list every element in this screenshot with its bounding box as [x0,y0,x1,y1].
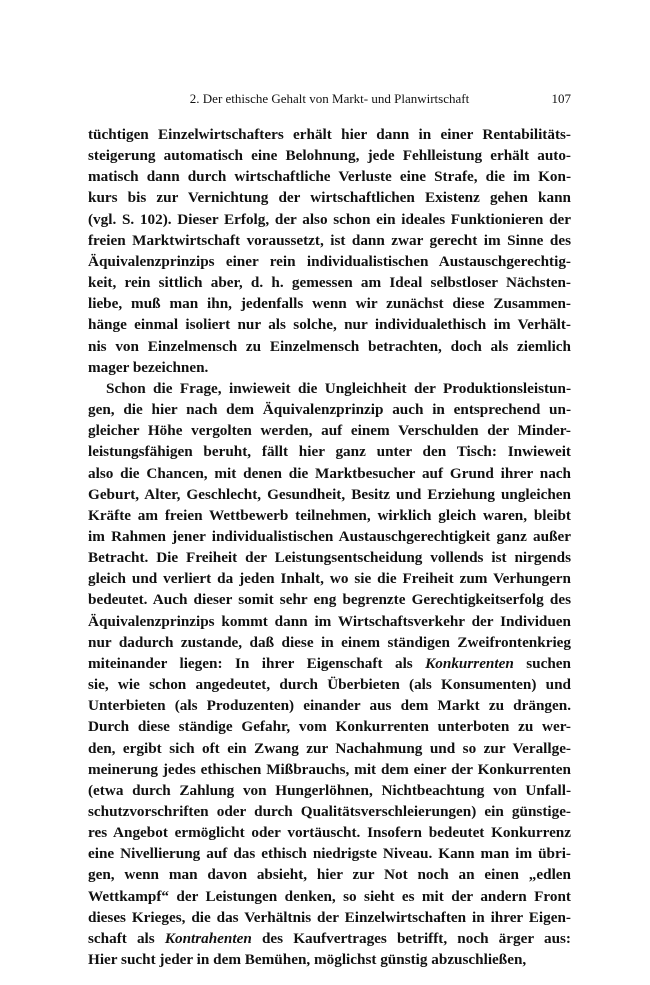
text-line [88,187,571,208]
paragraph [88,378,571,970]
text-line [88,928,571,949]
text-line [88,822,571,843]
text-segment: bedeutet. Auch dieser somit sehr eng begrenzte Gerechtigkeitserfolg des [88,591,571,609]
text-segment: nur dadurch zustande, daß diese in einem ständigen Zweifrontenkrieg [88,633,571,651]
text-line [88,272,571,293]
text-segment: gen, wenn man davon absieht, hier zur Not noch an einen „edlen [88,866,571,884]
text-segment: gleicher Höhe vergolten werden, auf einem Verschulden der Minder- [88,422,571,440]
text-line [88,907,571,928]
text-segment: kurs bis zur Vernichtung der wirtschaftlichen Existenz gehen kann [88,189,571,207]
text-line [88,251,571,272]
text-segment: Wettkampf“ der Leistungen denken, so sieht es mit der andern Front [88,887,571,905]
text-line [88,314,571,335]
text-line [88,378,571,399]
page-header [88,91,571,109]
text-segment: Schon die Frage, inwieweit die Ungleichheit der Produktionsleistun- [106,379,571,397]
text-line [88,949,571,970]
text-line [88,484,571,505]
text-segment: keit, rein sittlich aber, d. h. gemessen am Ideal selbstloser Nächsten- [88,274,571,292]
emphasized-term: Konkurrenten [425,654,514,672]
text-line [88,589,571,610]
text-segment: also die Chancen, mit denen die Marktbesucher auf Grund ihrer nach [88,464,571,482]
text-line [88,526,571,547]
text-line [88,209,571,230]
text-segment: mager bezeichnen. [88,358,209,376]
text-line [88,568,571,589]
text-line [88,399,571,420]
text-segment: miteinander liegen: In ihrer Eigenschaft als [88,654,426,672]
paragraph [88,124,571,378]
text-line [88,611,571,632]
text-segment: nis von Einzelmensch zu Einzelmensch betrachten, doch als ziemlich [88,337,571,355]
text-segment: sie, wie schon angedeutet, durch Überbieten (als Konsumenten) und [88,676,571,694]
text-segment: freien Marktwirtschaft voraussetzt, ist dann zwar gerecht im Sinne des [88,231,571,249]
text-segment: steigerung automatisch eine Belohnung, jede Fehlleistung erhält auto- [88,147,571,165]
text-segment: meinerung jedes ethischen Mißbrauchs, mit dem einer der Konkurrenten [88,760,571,778]
text-line [88,463,571,484]
text-line [88,695,571,716]
text-line [88,632,571,653]
running-head: 2. Der ethische Gehalt von Markt- und Planwirtschaft [189,91,470,106]
text-segment: liebe, muß man ihn, jedenfalls wenn wir zunächst diese Zusammen- [88,295,571,313]
text-line [88,505,571,526]
text-line [88,230,571,251]
text-line [88,357,571,378]
text-line [88,420,571,441]
text-line [88,124,571,145]
text-line [88,801,571,822]
text-segment: Durch diese ständige Gefahr, vom Konkurrenten unterboten zu wer- [88,718,571,736]
text-segment: den, ergibt sich oft ein Zwang zur Nachahmung und so zur Verallge- [88,739,571,757]
text-line [88,293,571,314]
text-line [88,780,571,801]
text-line [88,547,571,568]
text-segment: suchen [513,654,571,672]
text-line [88,336,571,357]
text-line [88,674,571,695]
text-segment: hänge einmal isoliert nur als solche, nur individualethisch im Verhält- [88,316,571,334]
text-line [88,145,571,166]
text-segment: Unterbieten (als Produzenten) einander aus dem Markt zu drängen. [88,697,571,715]
text-segment: Betracht. Die Freiheit der Leistungsentscheidung vollends ist nirgends [88,549,571,567]
text-line [88,738,571,759]
text-segment: (vgl. S. 102). Dieser Erfolg, der also schon ein ideales Funktionieren der [88,210,571,228]
text-segment: (etwa durch Zahlung von Hungerlöhnen, Nichtbeachtung von Unfall- [88,781,571,799]
text-segment: Hier sucht jeder in dem Bemühen, möglichst günstig abzuschließen, [88,951,527,969]
text-segment: gen, die hier nach dem Äquivalenzprinzip auch in entsprechend un- [88,401,571,419]
text-segment: Geburt, Alter, Geschlecht, Gesundheit, Besitz und Erziehung ungleichen [88,485,571,503]
text-line [88,886,571,907]
text-segment: Kräfte am freien Wettbewerb teilnehmen, wirklich gleich waren, bleibt [88,506,571,524]
text-segment: Äquivalenzprinzips einer rein individualistischen Austauschgerechtig- [88,252,571,270]
text-segment: res Angebot ermöglicht oder vortäuscht. Insofern bedeutet Konkurrenz [88,824,571,842]
text-line [88,716,571,737]
text-line [88,843,571,864]
text-segment: gleich und verliert da jeden Inhalt, wo sie die Freiheit zum Verhungern [88,570,571,588]
text-segment: des Kaufvertrages betrifft, noch ärger aus: [251,929,571,947]
text-segment: matisch dann durch wirtschaftliche Verluste eine Strafe, die im Kon- [88,168,571,186]
text-line [88,653,571,674]
body-text [88,124,571,970]
text-segment: eine Nivellierung auf das ethisch niedrigste Niveau. Kann man im übri- [88,845,571,863]
text-segment: schutzvorschriften oder durch Qualitätsverschleierungen) ein günstige- [88,803,571,820]
text-segment: leistungsfähigen beruht, fällt hier ganz unter den Tisch: Inwieweit [88,443,571,461]
text-line [88,864,571,885]
text-segment: schaft als [88,929,165,947]
text-line [88,166,571,187]
text-line [88,759,571,780]
text-segment: Äquivalenzprinzips kommt dann im Wirtschaftsverkehr der Individuen [88,612,571,630]
page-number: 107 [551,91,571,106]
text-segment: im Rahmen jener individualistischen Austauschgerechtigkeit ganz außer [88,527,571,545]
emphasized-term: Kontrahenten [164,929,252,947]
text-segment: dieses Krieges, die das Verhältnis der Einzelwirtschaften in ihrer Eigen- [88,908,571,926]
text-line [88,441,571,462]
text-segment: tüchtigen Einzelwirtschafters erhält hier dann in einer Rentabilitäts- [88,126,571,143]
